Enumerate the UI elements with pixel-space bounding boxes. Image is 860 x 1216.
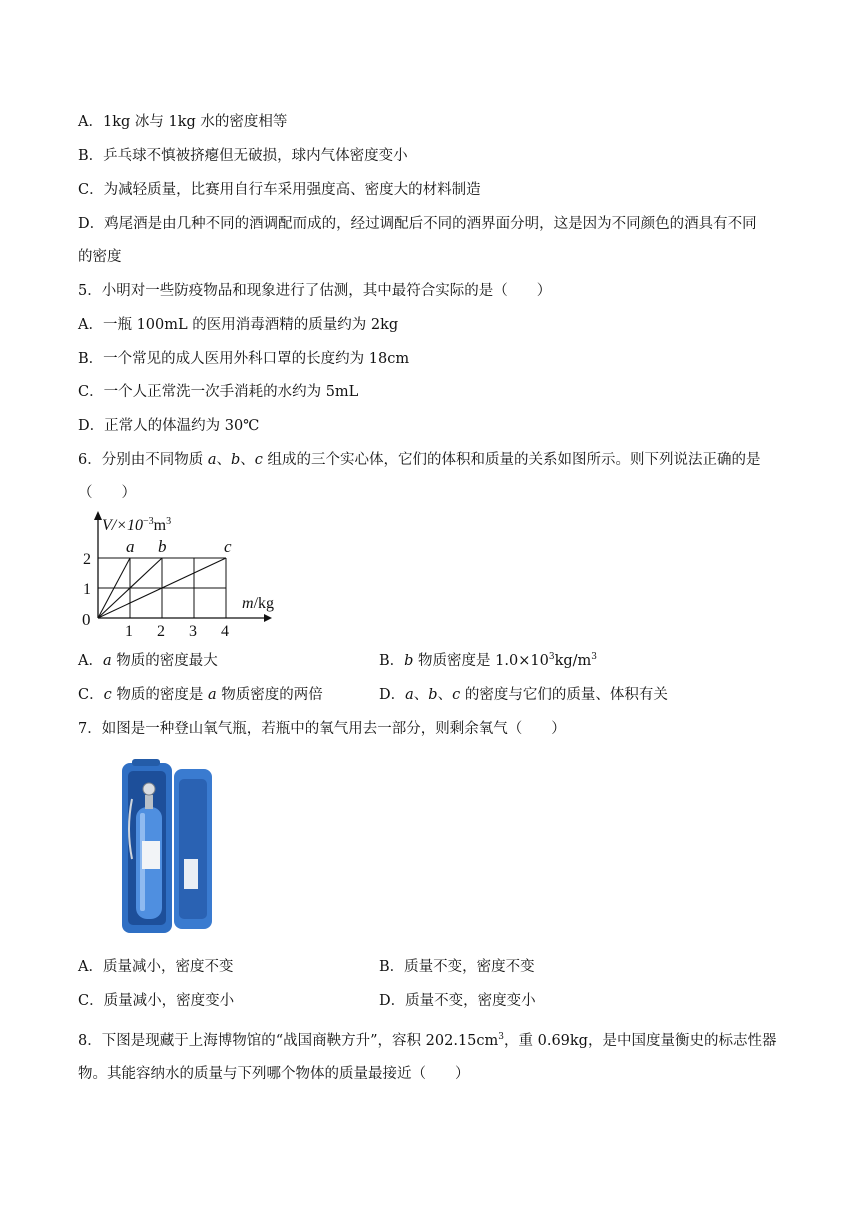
- q4-option-c: C．为减轻质量，比赛用自行车采用强度高、密度大的材料制造: [78, 182, 481, 198]
- q4-option-d-line1: D．鸡尾酒是由几种不同的酒调配而成的，经过调配后不同的酒界面分明，这是因为不同颜色的酒具有不同: [78, 216, 757, 232]
- q7-option-b: B．质量不变，密度不变: [379, 959, 535, 975]
- x-tick-3: 3: [189, 623, 197, 636]
- q6-stem-line2: （ ）: [78, 485, 136, 501]
- q5-stem: 5．小明对一些防疫物品和现象进行了估测，其中最符合实际的是（ ）: [78, 283, 552, 299]
- q7-option-c: C．质量减小，密度变小: [78, 993, 235, 1009]
- x-tick-4: 4: [221, 623, 229, 636]
- line-label-c: c: [224, 537, 232, 556]
- q5-option-b: B．一个常见的成人医用外科口罩的长度约为 18cm: [78, 351, 410, 367]
- pressure-gauge: [143, 783, 155, 795]
- q6-option-a: A．a 物质的密度最大: [78, 653, 218, 669]
- q6-option-b: B．b 物质密度是 $1.0\times 10^3kg/m^3$: [379, 652, 598, 669]
- lid-label: [184, 859, 198, 889]
- line-label-b: b: [158, 537, 167, 556]
- q7-option-a: A．质量减小，密度不变: [78, 959, 234, 975]
- origin-label: 0: [82, 610, 91, 629]
- q6-option-c: C．c 物质的密度是 a 物质密度的两倍: [78, 687, 323, 703]
- q5-option-a: A．一瓶 100mL 的医用消毒酒精的质量约为 2kg: [78, 317, 399, 333]
- q5-option-d: D．正常人的体温约为 30℃: [78, 418, 260, 434]
- q8-stem-line2: 物。其能容纳水的质量与下列哪个物体的质量最接近（ ）: [78, 1066, 470, 1082]
- q4-option-b: B．乒乓球不慎被挤瘪但无破损，球内气体密度变小: [78, 148, 408, 164]
- q7-stem: 7．如图是一种登山氧气瓶，若瓶中的氧气用去一部分，则剩余氧气（ ）: [78, 721, 566, 737]
- q6-option-d: D．a、b、c 的密度与它们的质量、体积有关: [379, 687, 668, 703]
- cylinder-valve: [145, 795, 153, 809]
- q5-option-c: C．一个人正常洗一次手消耗的水约为 5mL: [78, 384, 359, 400]
- x-tick-1: 1: [125, 623, 133, 636]
- q8-stem: 8．下图是现藏于上海博物馆的“战国商鞅方升”，容积 $202.15cm^3$，重 0.69kg，是中国度量衡史的标志性器: [78, 1032, 777, 1049]
- q7-option-d: D．质量不变，密度变小: [379, 993, 536, 1009]
- volume-mass-graph: [74, 508, 294, 636]
- y-axis-label: $V/\times 10^{-3}m^3$: [102, 516, 172, 534]
- case-handle: [132, 759, 160, 766]
- case-lid-inner: [179, 779, 207, 919]
- q4-option-a: A．1kg 冰与 1kg 水的密度相等: [78, 114, 288, 130]
- x-tick-2: 2: [157, 623, 165, 636]
- x-axis-label: m/kg: [242, 595, 275, 612]
- oxygen-bottle-image: [118, 759, 216, 939]
- q6-stem: 6．分别由不同物质 a、b、c 组成的三个实心体，它们的体积和质量的关系如图所示。则下列说法正确的是: [78, 452, 761, 468]
- cylinder-label: [142, 841, 160, 869]
- y-axis-arrow: [94, 511, 102, 520]
- y-tick-2: 2: [83, 551, 91, 568]
- x-axis-arrow: [264, 614, 272, 622]
- line-label-a: a: [126, 537, 135, 556]
- q4-option-d-line2: 的密度: [78, 249, 122, 265]
- y-tick-1: 1: [83, 581, 91, 598]
